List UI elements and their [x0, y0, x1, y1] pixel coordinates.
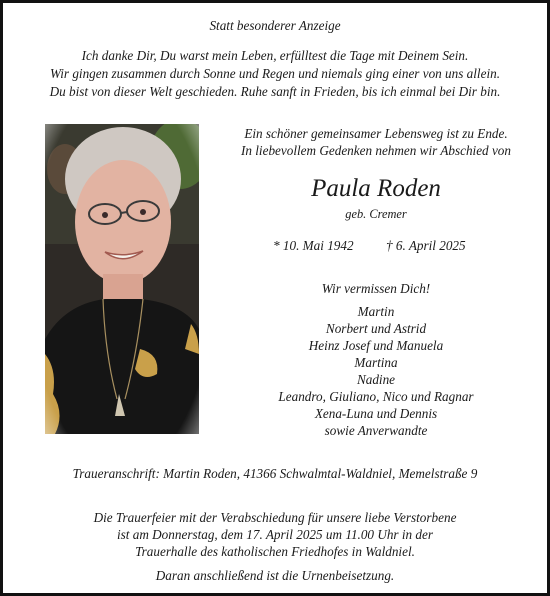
miss-line: Wir vermissen Dich!	[321, 281, 431, 296]
portrait-illustration	[45, 124, 199, 434]
mourner-5: Nadine	[356, 372, 396, 387]
mourner-3: Heinz Josef und Manuela	[308, 338, 444, 353]
intro-line-1: Ein schöner gemeinsamer Lebensweg ist zu Ende.	[244, 126, 508, 141]
notice-header: Statt besonderer Anzeige	[209, 18, 341, 33]
mourner-6: Leandro, Giuliano, Nico und Ragnar	[278, 389, 474, 404]
mourner-4: Martina	[354, 355, 398, 370]
birth-date: * 10. Mai 1942	[273, 238, 354, 253]
mourner-8: sowie Anverwandte	[324, 423, 428, 438]
ceremony-line-1: Die Trauerfeier mit der Verabschiedung für unsere liebe Verstorbene	[93, 510, 457, 525]
birth-name: geb. Cremer	[345, 207, 407, 221]
ceremony-line-2: ist am Donnerstag, dem 17. April 2025 um 11.00 Uhr in der	[116, 527, 433, 542]
deceased-name: Paula Roden	[311, 175, 441, 202]
mourner-2: Norbert und Astrid	[325, 321, 427, 336]
ceremony-line-3: Trauerhalle des katholischen Friedhofes in Waldniel.	[135, 544, 415, 559]
verse-line-1: Ich danke Dir, Du warst mein Leben, erfülltest die Tage mit Deinem Sein.	[81, 48, 469, 63]
mourner-1: Martin	[357, 304, 395, 319]
closing-line: Daran anschließend ist die Urnenbeisetzung.	[155, 568, 395, 583]
mourner-7: Xena-Luna und Dennis	[314, 406, 438, 421]
mourning-address: Traueranschrift: Martin Roden, 41366 Schwalmtal-Waldniel, Memelstraße 9	[72, 466, 478, 481]
verse-line-2: Wir gingen zusammen durch Sonne und Regen und niemals ging einer von uns allein.	[49, 66, 501, 81]
death-date: † 6. April 2025	[386, 238, 466, 253]
intro-line-2: In liebevollem Gedenken nehmen wir Abschied von	[240, 143, 511, 158]
verse-line-3: Du bist von dieser Welt geschieden. Ruhe sanft in Frieden, bis ich einmal bei Dir bin.	[49, 84, 501, 99]
portrait-photo	[45, 124, 199, 434]
